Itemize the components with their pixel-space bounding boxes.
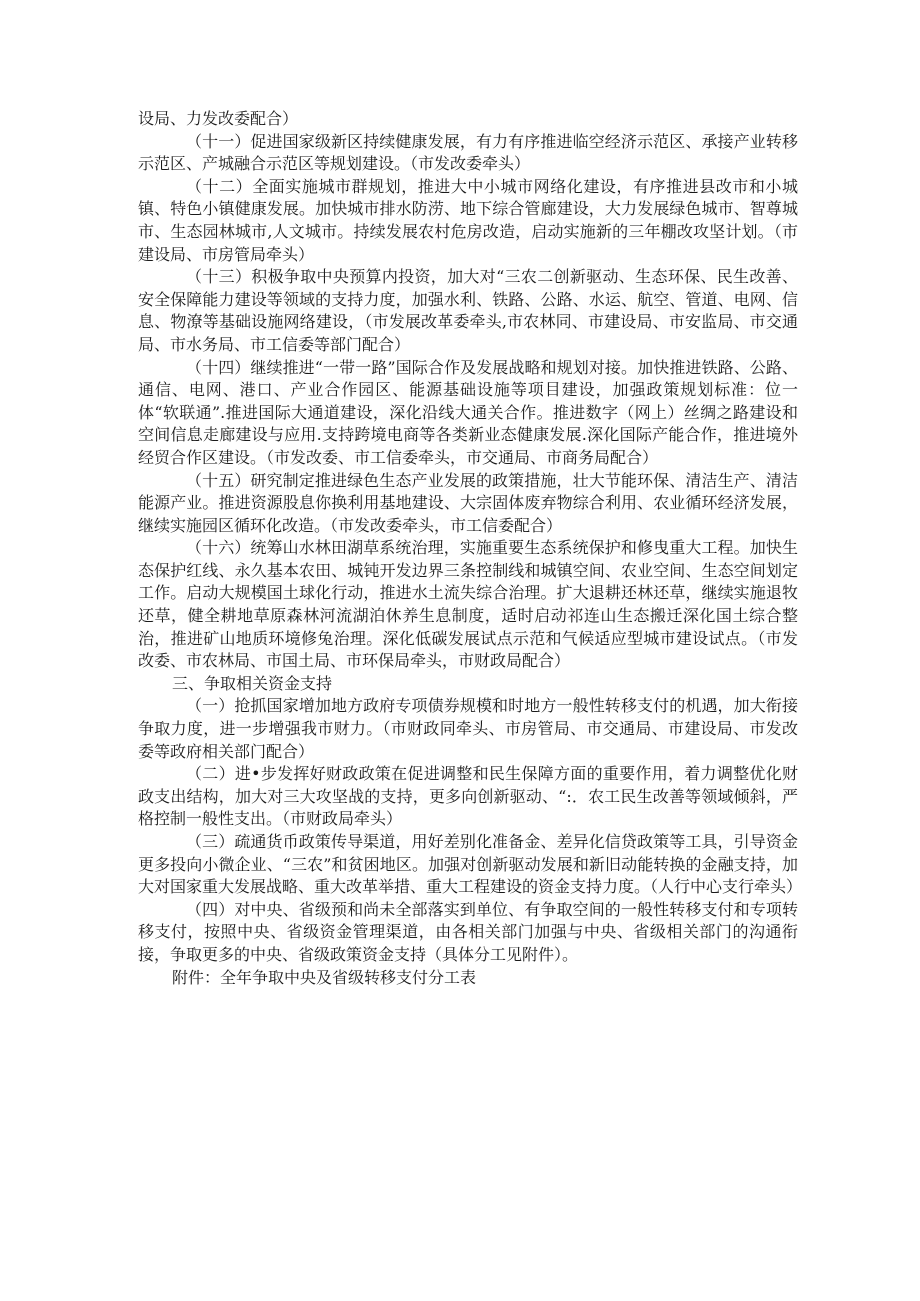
paragraph-item-14: （十四）继续推进“一带一路”国际合作及发展战略和规划对接。加快推进铁路、公路、通信、电网、港口、产业合作园区、能源基础设施等项目建设，加强政策规划标准：位一体“软联通”.推进国际大通道建设，深化沿线大通关合作。推进数字（网上）丝绸之路建设和空间信息走廊建设与应用.支持跨境电商等各类新业态健康发展.深化国际产能合作，推进境外经贸合作区建设。（市发改委、市工信委牵头，市交通局、市商务局配合） — [138, 357, 798, 467]
document-page — [138, 108, 803, 989]
paragraph-fund-2: （二）进•步发挥好财政政策在促进调整和民生保障方面的重要作用，着力调整优化财政支出结构，加大对三大攻坚战的支持，更多向创新驱动、“:．农工民生改善等领域倾斜，严格控制一般性支出。（市财政局牵头） — [138, 764, 798, 829]
paragraph-item-13: （十三）积极争取中央预算内投资，加大对“三农二创新驱动、生态环保、民生改善、安全保障能力建设等领域的支持力度，加强水利、铁路、公路、水运、航空、管道、电网、信息、物潦等基础设施网络建设，（市发展改革委牵头,市农林同、市建设局、市安监局、市交通局、市水务局、市工信委等部门配合） — [138, 267, 798, 354]
attachment-note: 附件：全年争取中央及省级转移支付分工表 — [172, 967, 477, 987]
paragraph-continuation: 设局、力发改委配合） — [138, 109, 299, 128]
paragraph-fund-3: （三）疏通货币政策传导渠道，用好差别化准备金、差异化信贷政策等工具，引导资金更多投向小微企业、“三农”和贫困地区。加强对创新驱动发展和新旧动能转换的金融支持，加大对国家重大发展战略、重大改革举措、重大工程建设的资金支持力度。（人行中心支行牵头） — [138, 832, 803, 897]
paragraph-item-11: （十一）促进国家级新区持续健康发展，有力有序推进临空经济示范区、承接产业转移示范区、产城融合示范区等规划建设。（市发改委牵头） — [138, 131, 798, 174]
paragraph-fund-1: （一）抢抓国家增加地方政府专项债券规模和时地方一般性转移支付的机遇，加大衔接争取力度，进一步增强我市财力。（市财政同牵头、市房管局、市交通局、市建设局、市发改委等政府相关部门配合） — [138, 696, 798, 761]
section-heading-3: 三、争取相关资金支持 — [172, 673, 333, 693]
paragraph-item-12: （十二）全面实施城市群规划，推进大中小城市网络化建设，有序推进县改市和小城镇、特色小镇健康发展。加快城市排水防涝、地下综合管廊建设，大力发展绿色城市、智尊城市、生态园林城市,人文城市。持续发展农村危房改造，启动实施新的三年棚改攻坚计划。（市建设局、市房管局牵头） — [138, 176, 798, 264]
paragraph-item-16: （十六）统筹山水林田湖草系统治理，实施重要生态系统保护和修曳重大工程。加快生态保护红线、永久基本农田、城钝开发边界三条控制线和城镇空间、农业空间、生态空间划定工作。启动大规模国土球化行动，推进水土流失综合治理。扩大退耕还林还草，继续实施退牧还草，健全耕地草原森林河流湖泊休养生息制度，适时启动祁连山生态搬迁深化国土综合整治，推进矿山地质环境修兔治理。深化低碳发展试点示范和气候适应型城市建设试点。（市发改委、市农林局、市国土局、市环保局牵头，市财政局配合） — [138, 538, 798, 671]
paragraph-item-15: （十五）研究制定推进绿色生态产业发展的政策措施，壮大节能环保、清洁生产、清洁能源产业。推进资源股息你换利用基地建设、大宗固体废弃物综合利用、农业循环经济发展，继续实施园区循环化改造。（市发改委牵头，市工信委配合） — [138, 470, 798, 535]
paragraph-fund-4: （四）对中央、省级预和尚未全部落实到单位、有争取空间的一般性转移支付和专项转移支付，按照中央、省级资金管理渠道，由各相关部门加强与中央、省级相关部门的沟通衔接，争取更多的中央、省级政策资金支持（具体分工见附件）。 — [138, 899, 798, 964]
